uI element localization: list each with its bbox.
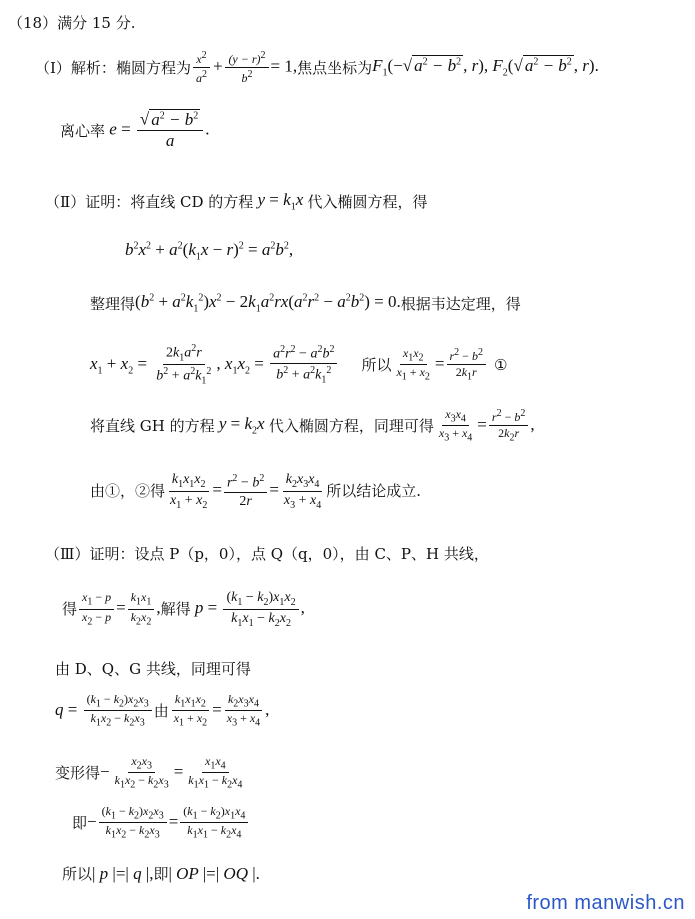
problem-header: （18）满分 15 分. bbox=[8, 14, 136, 32]
quadratic-equation: $(b^2 + a^2k_1^2)x^2 - 2k_1a^2rx(a^2r^2 - a^2b^2) = 0$. bbox=[135, 292, 401, 315]
gh-line: 将直线 GH 的方程 $y = k_2x$ 代入椭圆方程，同理可得 $\frac{x_3x_4}{x_3 + x_4}$ = $\frac{r^2 - b^2}{2k_2r}$ , bbox=[90, 407, 535, 444]
ecc-text: 离心率 bbox=[60, 121, 106, 140]
transformed-equation: − $\frac{x_2x_3}{k_1x_2 - k_2x_3}$ = $\frac{x_1x_4}{k_1x_1 - k_2x_4}$ bbox=[100, 754, 243, 791]
final-result: | p |=| q |, bbox=[92, 864, 154, 883]
transform-line: 变形得 − $\frac{x_2x_3}{k_1x_2 - k_2x_3}$ = $\frac{x_1x_4}{k_1x_1 - k_2x_4}$ bbox=[55, 755, 247, 791]
collinear-ratio: $\frac{x_1 - p}{x_2 - p}$ = $\frac{k_1x_1}{k_2x_2}$ , bbox=[77, 591, 161, 627]
ie-equation: − $\frac{(k_1 - k_2)x_2x_3}{k_1x_2 - k_2x_3}$ = $\frac{(k_1 - k_2)x_1x_4}{k_1x_1 - k_2x_4}$ bbox=[87, 805, 250, 841]
part3-intro-line: （Ⅲ）证明：设点 P（p，0），点 Q（q，0），由 C、P、H 共线， bbox=[45, 545, 489, 563]
combined-ratio: $\frac{k_1x_1x_2}{x_1 + x_2}$ = $\frac{r^2 - b^2}{2r}$ = $\frac{k_2x_3x_4}{x_3 + x_4}$ bbox=[170, 472, 322, 511]
ratio-equality: $\frac{k_1x_1x_2}{x_1 + x_2}$ = $\frac{k_2x_3x_4}{x_3 + x_4}$ , bbox=[173, 692, 270, 729]
equation-marker-1: ① bbox=[493, 355, 508, 374]
final-line: 所以 | p |=| q |, 即 | OP |=| OQ |. bbox=[62, 864, 260, 884]
watermark: from manwish.cn bbox=[526, 892, 685, 914]
ellipse-text: 椭圆方程为 bbox=[115, 58, 191, 77]
eccentricity-formula: e = $\frac{√ a^2 - b^2}{a}$ . bbox=[105, 109, 210, 151]
part2-intro-line: （Ⅱ）证明： 将直线 CD 的方程 $y = k_1x$ 代入椭圆方程，得 bbox=[45, 190, 428, 213]
q-formula-line: q = $\frac{(k_1 - k_2)x_2x_3}{k_1x_2 - k_2x_3}$ 由 $\frac{k_1x_1x_2}{x_1 + x_2}$ = $\frac{k_2x_3x_4}{x_3 + x_4}$ , bbox=[55, 692, 270, 729]
focus-coordinates: $F_1(-√$ $a^2 - b^2$ , r), $F_2(√$ $a^2 - b^2$ , r). bbox=[372, 55, 599, 79]
eccentricity-line bbox=[60, 110, 209, 151]
dqg-line: 由 D、Q、G 共线，同理可得 bbox=[55, 660, 251, 678]
substituted-equation: $b^2x^2 + a^2(k_1x - r)^2 = a^2b^2$, bbox=[125, 240, 294, 263]
vieta-formulas: $x_1 + x_2$ = $\frac{2k_1a^2r}{b^2 + a^2k_1^2}$ , $x_1x_2$ = $\frac{a^2r^2 - a^2b^2}{b^2 + a^2k_1^2}$ bbox=[90, 343, 339, 387]
part2-label: （Ⅱ）证明： bbox=[45, 192, 131, 211]
line-gh-equation: $y = k_2x$ bbox=[214, 414, 269, 437]
conclusion-line: 由①，②得 $\frac{k_1x_1x_2}{x_1 + x_2}$ = $\frac{r^2 - b^2}{2r}$ = $\frac{k_2x_3x_4}{x_3 + x_4}$ 所以结论成立. bbox=[90, 472, 422, 511]
ratio-formula-1: $\frac{x_1x_2}{x_1 + x_2}$ = $\frac{r^2 - b^2}{2k_1r}$ bbox=[391, 347, 487, 383]
p-solution-line: 得 $\frac{x_1 - p}{x_2 - p}$ = $\frac{k_1x_1}{k_2x_2}$ , 解得 p = $\frac{(k_1 - k_2)x_1x_2}{k_1x_1 - k_2x_2}$ , bbox=[62, 590, 305, 629]
vieta-line: $x_1 + x_2$ = $\frac{2k_1a^2r}{b^2 + a^2k_1^2}$ , $x_1x_2$ = $\frac{a^2r^2 - a^2b^2}{b^2 + a^2k_1^2}$ 所以 $\frac{x_1x_2}{x_1 + x_2}$ = $\frac{r^2 - b^2}{2k_1r}$ ① bbox=[90, 343, 508, 387]
p-formula: p = $\frac{(k_1 - k_2)x_1x_2}{k_1x_1 - k_2x_2}$ , bbox=[190, 590, 305, 629]
part1-label: （Ⅰ）解析： bbox=[35, 58, 116, 77]
simplified-line: 整理得 $(b^2 + a^2k_1^2)x^2 - 2k_1a^2rx(a^2r^2 - a^2b^2) = 0$. 根据韦达定理，得 bbox=[90, 292, 521, 315]
q-formula: q = $\frac{(k_1 - k_2)x_2x_3}{k_1x_2 - k_2x_3}$ bbox=[55, 693, 154, 729]
part1-ellipse-line bbox=[35, 50, 599, 85]
line-cd-equation: $y = k_1x$ bbox=[253, 190, 308, 213]
focus-text: 焦点坐标为 bbox=[297, 58, 373, 77]
ie-line: 即 − $\frac{(k_1 - k_2)x_2x_3}{k_1x_2 - k_2x_3}$ = $\frac{(k_1 - k_2)x_1x_4}{k_1x_1 - k_2x_4}$ bbox=[72, 805, 250, 841]
ellipse-equation: $\frac{x^2}{a^2}$ + $\frac{(y - r)^2}{b^2}$ = 1, bbox=[191, 50, 297, 85]
ratio-formula-2: $\frac{x_3x_4}{x_3 + x_4}$ = $\frac{r^2 - b^2}{2k_2r}$ , bbox=[438, 407, 535, 444]
